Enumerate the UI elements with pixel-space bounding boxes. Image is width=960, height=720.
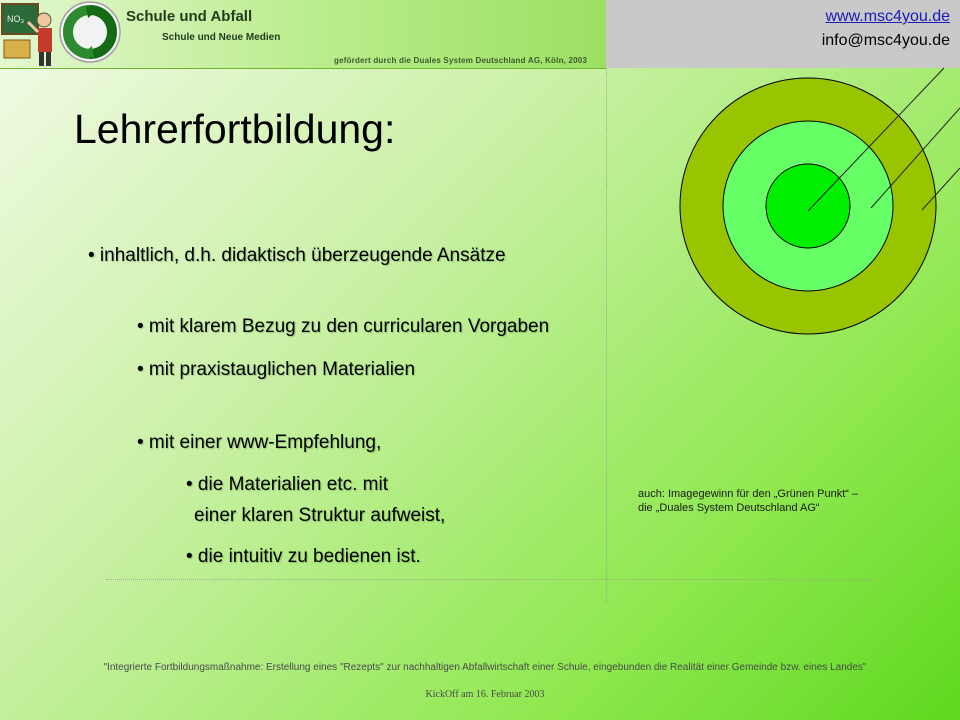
footer-date: KickOff am 16. Februar 2003	[425, 689, 545, 700]
banner-title: Schule und Abfall	[126, 8, 253, 25]
horizontal-divider	[106, 579, 874, 580]
contact-panel	[606, 0, 960, 68]
header-banner	[0, 0, 606, 69]
banner-sponsor: gefördert durch die Duales System Deutschland AG, Köln, 2003	[334, 56, 588, 65]
page-title: Lehrerfortbildung:	[74, 106, 396, 152]
bullet-intuitive: • die intuitiv zu bedienen ist.	[186, 546, 421, 567]
teacher-at-blackboard-icon	[0, 0, 58, 68]
side-note: auch: Imagegewinn für den „Grünen Punkt“ – die „Duales System Deutschland AG“	[638, 488, 859, 514]
green-dot-recycling-icon	[58, 0, 122, 64]
website-link[interactable]: www.msc4you.de	[825, 8, 950, 25]
bullet-clear-structure: • die Materialien etc. mit	[186, 474, 389, 495]
bullet-clear-structure-cont: einer klaren Struktur aufweist,	[194, 505, 446, 526]
bullet-www-recommendation: • mit einer www-Empfehlung,	[137, 432, 382, 453]
target-rings-graphic	[674, 62, 960, 348]
banner-subtitle: Schule und Neue Medien	[162, 32, 281, 43]
bullet-curricular: • mit klarem Bezug zu den curricularen Vorgaben	[137, 316, 550, 337]
inner-ring	[766, 164, 850, 248]
vertical-divider	[606, 68, 607, 603]
bullet-practical-materials: • mit praxistauglichen Materialien	[137, 359, 416, 380]
bullet-didactic-approach: • inhaltlich, d.h. didaktisch überzeugende Ansätze	[88, 245, 506, 266]
footer-note: "Integrierte Fortbildungsmaßnahme: Erstellung eines "Rezepts" zur nachhaltigen Abfallwirtschaft einer Schule, eingebunden die Realität einer Gemeinde bzw. eines Landes"	[103, 662, 867, 673]
contact-email: info@msc4you.de	[821, 32, 950, 49]
svg-text:NO₃: NO₃	[7, 14, 25, 24]
